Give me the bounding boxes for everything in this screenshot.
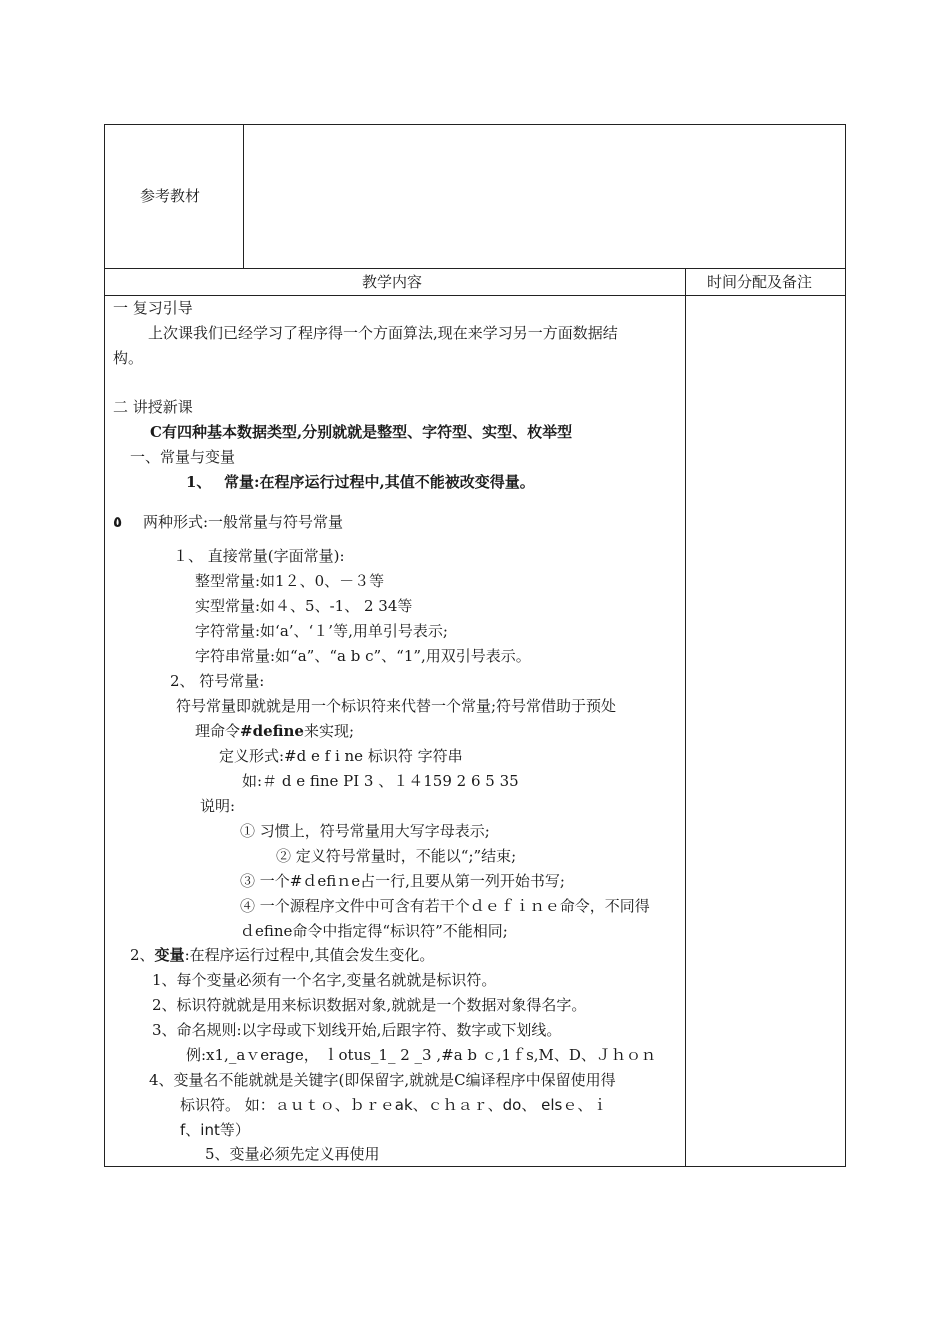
define-form-line: 定义形式:#d e f i ne 标识符 字符串 (219, 747, 463, 765)
variable-rule-3-example: 例:x1,_aｖerage， ｌotus_1_ 2 _3 ,#a b ｃ,1ｆs,M、D、Ｊｈｏｎ (186, 1046, 656, 1064)
constant-definition: 常量:在程序运行过程中,其值不能被改变得量。 (224, 473, 535, 491)
review-paragraph-line2: 构。 (113, 349, 144, 367)
variable-heading: 2、变量:在程序运行过程中,其值会发生变化。 (130, 946, 435, 964)
header-row-bottom-border (104, 295, 846, 296)
note-item-3: ③ 一个#ｄefiｎe占一行,且要从第一列开始书写; (240, 872, 565, 890)
note-item-4-line2: ｄefine命令中指定得“标识符”不能相同; (240, 922, 508, 940)
content-column-header: 教学内容 (362, 273, 423, 291)
symbol-constant-heading: 2、 符号常量: (170, 672, 265, 690)
variable-term: 变量 (154, 946, 185, 964)
note-item-2: ② 定义符号常量时，不能以“;”结束; (276, 847, 517, 865)
variable-rule-5: 5、变量必须先定义再使用 (205, 1145, 380, 1163)
symbol-constant-desc-line2: 理命令#define来实现; (195, 722, 355, 740)
reference-row-bottom-border (104, 268, 846, 269)
time-notes-column-header: 时间分配及备注 (707, 273, 813, 291)
data-types-statement: C有四种基本数据类型,分别就就是整型、字符型、实型、枚举型 (150, 423, 573, 441)
variable-rule-3: 3、命名规则:以字母或下划线开始,后跟字符、数字或下划线。 (152, 1021, 562, 1039)
constant-number: 1、 (186, 473, 212, 491)
keyword-list: ａｕｔｏ、ｂｒｅak、ｃｈａｒ、do、 elsｅ、ｉ (274, 1096, 608, 1114)
direct-constant-heading: １、 直接常量(字面常量): (173, 547, 345, 565)
table-left-border (104, 124, 105, 1166)
table-top-border (104, 124, 846, 125)
variable-rule-2: 2、标识符就就是用来标识数据对象,就就是一个数据对象得名字。 (152, 996, 587, 1014)
table-bottom-border (104, 1166, 846, 1167)
bullet-icon: ٥ (113, 513, 123, 531)
define-keyword: #define (240, 722, 304, 740)
define-example-line: 如:＃ d e fine PI 3 、１４159 2 6 5 35 (242, 772, 519, 790)
table-right-border (845, 124, 846, 1166)
variable-rule-4-line1: 4、变量名不能就就是关键字(即保留字,就就是C编译程序中保留使用得 (149, 1071, 616, 1089)
note-item-1: ① 习惯上，符号常量用大写字母表示; (240, 822, 490, 840)
new-lesson-heading: 二 讲授新课 (113, 398, 193, 416)
variable-rule-1: 1、每个变量必须有一个名字,变量名就就是标识符。 (152, 971, 497, 989)
variable-rule-4-line3: f、int等） (180, 1121, 250, 1139)
char-constant-line: 字符常量:如‘a’、‘１’等,用单引号表示; (195, 622, 448, 640)
review-paragraph-line1: 上次课我们已经学习了程序得一个方面算法,现在来学习另一方面数据结 (148, 324, 618, 342)
review-heading: 一 复习引导 (113, 299, 193, 317)
const-var-heading: 一、常量与变量 (130, 448, 236, 466)
notes-heading: 说明: (200, 797, 236, 815)
symbol-constant-desc-line1: 符号常量即就就是用一个标识符来代替一个常量;符号常借助于预处 (176, 697, 617, 715)
string-constant-line: 字符串常量:如“a”、“a b c”、“1”,用双引号表示。 (195, 647, 531, 665)
two-forms-line: 两种形式:一般常量与符号常量 (143, 513, 344, 531)
notes-column-divider (685, 268, 686, 1166)
real-constant-line: 实型常量:如４、5、-1、 2 34等 (195, 597, 413, 615)
integer-constant-line: 整型常量:如1２、0、－３等 (195, 572, 385, 590)
variable-rule-4-line2: 标识符。 如：ａｕｔｏ、ｂｒｅak、ｃｈａｒ、do、 elsｅ、ｉ (180, 1096, 608, 1114)
reference-label-divider (243, 124, 244, 268)
reference-label: 参考教材 (140, 187, 201, 205)
note-item-4-line1: ④ 一个源程序文件中可含有若干个ｄｅｆｉｎｅ命令，不同得 (240, 897, 650, 915)
